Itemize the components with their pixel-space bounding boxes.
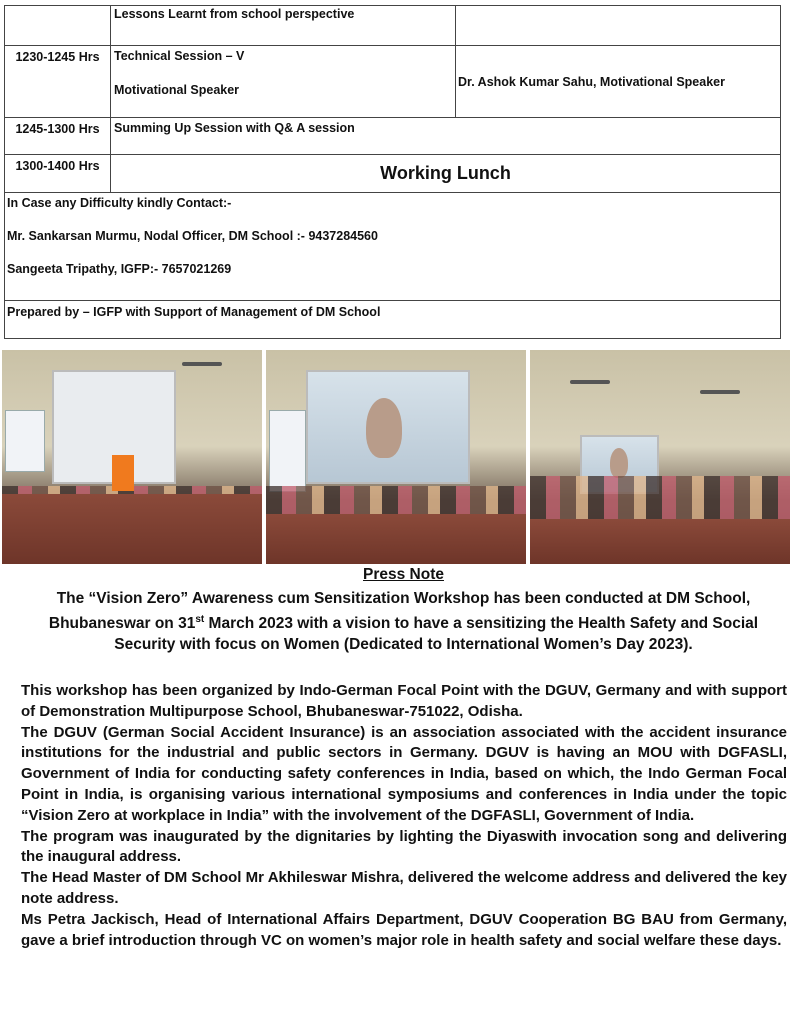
session-title: Lessons Learnt from school perspective <box>114 7 355 21</box>
session-cell <box>111 46 456 118</box>
press-note-title: Press Note <box>363 566 444 583</box>
body-paragraph: The Head Master of DM School Mr Akhileswar Mishra, delivered the welcome address and delivered the key note address. <box>21 869 787 907</box>
contact-heading: In Case any Difficulty kindly Contact:- <box>7 196 232 210</box>
speaker-cell <box>456 6 781 46</box>
workshop-photo-1 <box>2 350 262 564</box>
prepared-row <box>5 301 781 339</box>
time-cell: 1300-1400 Hrs <box>5 155 111 193</box>
body-paragraph: The DGUV (German Social Accident Insurance) is an association associated with the accident insurance institutions for the industrial and public sectors in Germany. DGUV is having an MOU with DGFASLI, Government of India for conducting safety conferences in India, based on which, the Indo German Focal Point in India, is organising various international symposiums and conferences in India under the topic “Vision Zero at workplace in India” with the involvement of the DGFASLI, Government of India. <box>21 723 787 824</box>
contact-line: Sangeeta Tripathy, IGFP:- 7657021269 <box>7 262 232 276</box>
lead-text: The “Vision Zero” Awareness cum Sensitization Workshop has been conducted at DM School, Bhubaneswar on 31 <box>48 590 751 633</box>
schedule-table <box>4 5 781 339</box>
workshop-photo-2 <box>266 350 526 564</box>
session-title: Technical Session – V <box>114 49 245 63</box>
lead-text: March 2023 with a vision to have a sensitizing the Health Safety and Social Security with focus on Women (Dedicated to International Women’s Day 2023). <box>114 615 759 654</box>
photo-strip <box>2 350 790 564</box>
time-cell <box>5 6 111 46</box>
session-cell <box>111 118 781 155</box>
lead-superscript: st <box>195 614 205 625</box>
lunch-cell: Working Lunch <box>111 155 781 193</box>
schedule-row <box>5 6 781 46</box>
session-subtitle: Motivational Speaker <box>114 83 240 97</box>
contact-line: Mr. Sankarsan Murmu, Nodal Officer, DM School :- 9437284560 <box>7 229 378 243</box>
schedule-row <box>5 118 781 155</box>
press-note-body <box>21 681 787 951</box>
body-paragraph: This workshop has been organized by Indo-German Focal Point with the DGUV, Germany and with support of Demonstration Multipurpose School, Bhubaneswar-751022, Odisha. <box>21 682 787 720</box>
session-cell <box>111 6 456 46</box>
contact-cell <box>5 193 781 301</box>
time-cell: 1230-1245 Hrs <box>5 46 111 118</box>
session-title: Summing Up Session with Q& A session <box>114 121 355 135</box>
contact-row <box>5 193 781 301</box>
time-cell: 1245-1300 Hrs <box>5 118 111 155</box>
workshop-photo-3 <box>530 350 790 564</box>
press-note-lead <box>20 588 787 655</box>
body-paragraph: The program was inaugurated by the dignitaries by lighting the Diyaswith invocation song and delivering the inaugural address. <box>21 827 787 866</box>
schedule-row <box>5 46 781 118</box>
schedule-row <box>5 155 781 193</box>
body-paragraph: Ms Petra Jackisch, Head of International Affairs Department, DGUV Cooperation BG BAU from Germany, gave a brief introduction through VC on women’s major role in health safety and social welfare these days. <box>21 910 787 949</box>
speaker-cell: Dr. Ashok Kumar Sahu, Motivational Speaker <box>456 46 781 118</box>
prepared-by: Prepared by – IGFP with Support of Management of DM School <box>5 301 781 339</box>
